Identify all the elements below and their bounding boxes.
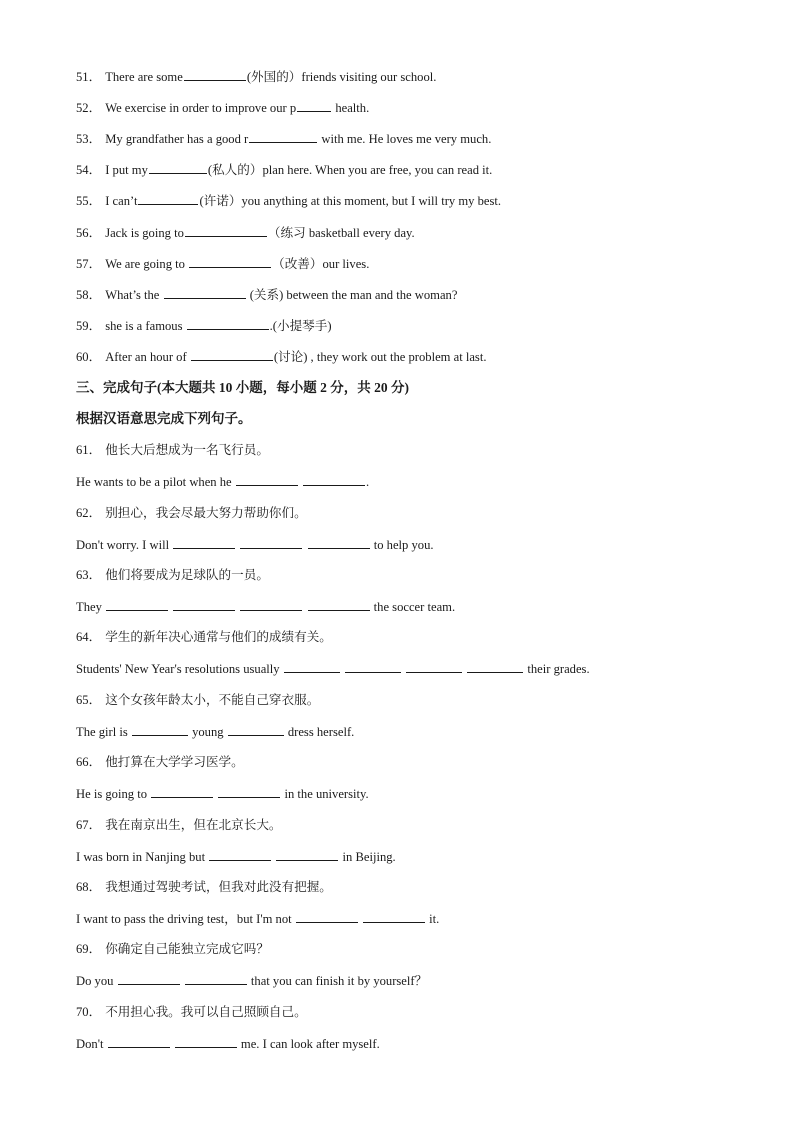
answer-blank[interactable] xyxy=(303,473,365,486)
question-61-english: He wants to be a pilot when he . xyxy=(76,475,370,489)
question-56: 56． Jack is going to （练习 basketball every day. xyxy=(76,226,415,240)
answer-blank[interactable] xyxy=(184,68,246,81)
answer-blank[interactable] xyxy=(228,723,284,736)
question-63-english: They the soccer team. xyxy=(76,600,456,614)
answer-blank[interactable] xyxy=(345,660,401,673)
answer-blank[interactable] xyxy=(132,723,188,736)
question-60: 60． After an hour of (讨论) , they work out the problem at last. xyxy=(76,350,487,364)
question-67-chinese: 67． 我在南京出生，但在北京长大。 xyxy=(76,818,282,832)
answer-blank[interactable] xyxy=(108,1035,170,1048)
answer-blank[interactable] xyxy=(218,785,280,798)
question-66-chinese: 66． 他打算在大学学习医学。 xyxy=(76,755,244,769)
question-62-english: Don't worry. I will to help you. xyxy=(76,538,434,552)
question-70-chinese: 70． 不用担心我。我可以自己照顾自己。 xyxy=(76,1005,307,1019)
answer-blank[interactable] xyxy=(308,536,370,549)
answer-blank[interactable] xyxy=(363,910,425,923)
answer-blank[interactable] xyxy=(297,99,331,112)
section-title: 三、完成句子(本大题共 10 小题，每小题 2 分，共 20 分) xyxy=(76,380,409,395)
question-64-chinese: 64． 学生的新年决心通常与他们的成绩有关。 xyxy=(76,630,332,644)
answer-blank[interactable] xyxy=(185,224,267,237)
answer-blank[interactable] xyxy=(240,536,302,549)
question-58: 58． What’s the (关系) between the man and the woman? xyxy=(76,288,458,302)
question-68-english: I want to pass the driving test，but I'm not it. xyxy=(76,912,440,926)
answer-blank[interactable] xyxy=(175,1035,237,1048)
question-65-chinese: 65． 这个女孩年龄太小，不能自己穿衣服。 xyxy=(76,693,320,707)
answer-blank[interactable] xyxy=(118,972,180,985)
question-51: 51． There are some (外国的）friends visiting our school. xyxy=(76,70,437,84)
answer-blank[interactable] xyxy=(276,848,338,861)
answer-blank[interactable] xyxy=(406,660,462,673)
answer-blank[interactable] xyxy=(189,255,271,268)
answer-blank[interactable] xyxy=(164,286,246,299)
answer-blank[interactable] xyxy=(467,660,523,673)
question-53: 53． My grandfather has a good r with me. He loves me very much. xyxy=(76,132,492,146)
question-67-english: I was born in Nanjing but in Beijing. xyxy=(76,850,396,864)
answer-blank[interactable] xyxy=(249,130,317,143)
question-61-chinese: 61． 他长大后想成为一名飞行员。 xyxy=(76,443,269,457)
question-66-english: He is going to in the university. xyxy=(76,787,369,801)
answer-blank[interactable] xyxy=(185,972,247,985)
answer-blank[interactable] xyxy=(151,785,213,798)
answer-blank[interactable] xyxy=(308,598,370,611)
question-68-chinese: 68． 我想通过驾驶考试，但我对此没有把握。 xyxy=(76,880,332,894)
answer-blank[interactable] xyxy=(149,161,207,174)
answer-blank[interactable] xyxy=(236,473,298,486)
question-62-chinese: 62． 别担心，我会尽最大努力帮助你们。 xyxy=(76,506,307,520)
answer-blank[interactable] xyxy=(284,660,340,673)
answer-blank[interactable] xyxy=(240,598,302,611)
question-59: 59． she is a famous .(小提琴手) xyxy=(76,319,332,333)
question-69-english: Do you that you can finish it by yourself？ xyxy=(76,974,428,988)
answer-blank[interactable] xyxy=(138,192,198,205)
answer-blank[interactable] xyxy=(106,598,168,611)
question-52: 52． We exercise in order to improve our p health. xyxy=(76,101,370,115)
answer-blank[interactable] xyxy=(209,848,271,861)
question-55: 55． I can’t (许诺）you anything at this moment, but I will try my best. xyxy=(76,194,502,208)
answer-blank[interactable] xyxy=(173,598,235,611)
question-54: 54． I put my (私人的）plan here. When you are free, you can read it. xyxy=(76,163,493,177)
question-57: 57． We are going to （改善）our lives. xyxy=(76,257,370,271)
question-65-english: The girl is young dress herself. xyxy=(76,725,355,739)
section-instruction: 根据汉语意思完成下列句子。 xyxy=(76,411,252,426)
question-63-chinese: 63． 他们将要成为足球队的一员。 xyxy=(76,568,269,582)
question-69-chinese: 69． 你确定自己能独立完成它吗？ xyxy=(76,942,269,956)
answer-blank[interactable] xyxy=(187,317,269,330)
question-64-english: Students' New Year's resolutions usually their grades. xyxy=(76,662,590,676)
question-70-english: Don't me. I can look after myself. xyxy=(76,1037,380,1051)
answer-blank[interactable] xyxy=(173,536,235,549)
answer-blank[interactable] xyxy=(296,910,358,923)
answer-blank[interactable] xyxy=(191,348,273,361)
